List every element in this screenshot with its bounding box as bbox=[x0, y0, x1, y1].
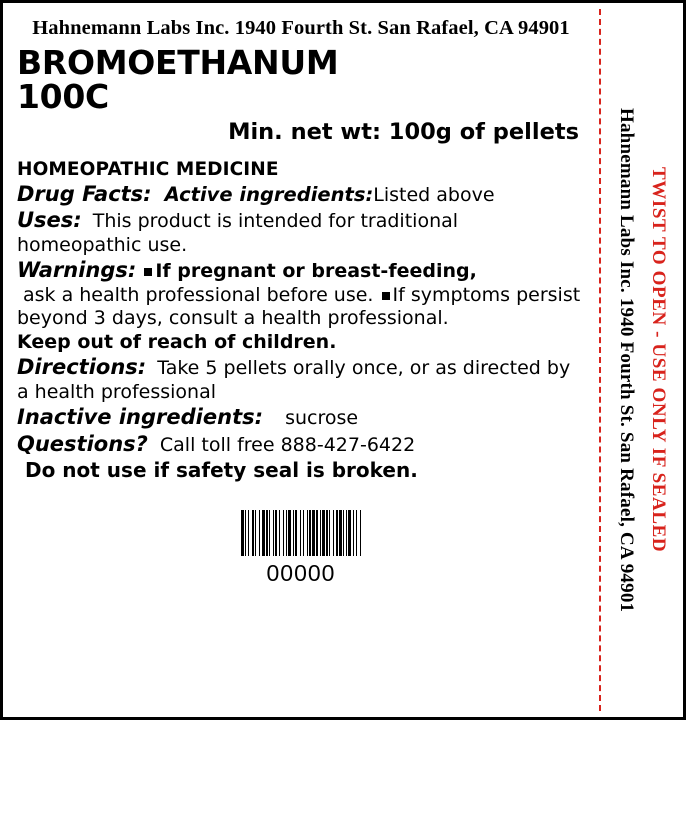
barcode-number: 00000 bbox=[266, 559, 336, 586]
warning-2: If symptoms persist beyond 3 days, consult a health professional. bbox=[17, 283, 581, 329]
warning-1-bold: If pregnant or breast-feeding, bbox=[155, 260, 477, 283]
bullet-square-icon-2 bbox=[382, 292, 390, 300]
questions-row bbox=[17, 432, 585, 458]
net-weight: Min. net wt: 100g of pellets bbox=[228, 118, 579, 145]
drug-facts-block bbox=[17, 182, 585, 483]
warning-1-rest: ask a health professional before use. bbox=[23, 283, 374, 306]
side-address: Hahnemann Labs Inc. 1940 Fourth St. San Rafael, CA 94901 bbox=[616, 107, 637, 613]
perforation-line bbox=[599, 9, 601, 711]
warnings-heading: Warnings: bbox=[17, 258, 137, 283]
questions-heading: Questions? bbox=[17, 431, 148, 456]
keep-out-of-reach: Keep out of reach of children. bbox=[17, 330, 337, 353]
active-ingredients-value: Listed above bbox=[373, 183, 495, 206]
tamper-strip bbox=[597, 3, 683, 717]
uses-heading: Uses: bbox=[17, 208, 82, 233]
active-ingredients-heading: Active ingredients: bbox=[164, 182, 374, 206]
directions-heading: Directions: bbox=[17, 355, 147, 380]
product-name: BROMOETHANUM bbox=[17, 43, 339, 82]
safety-seal-notice: Do not use if safety seal is broken. bbox=[25, 458, 418, 483]
drug-facts-heading: Drug Facts: bbox=[17, 181, 152, 206]
product-potency: 100C bbox=[17, 77, 109, 117]
warnings-row bbox=[17, 258, 585, 330]
barcode bbox=[241, 510, 362, 556]
questions-phone: Call toll free 888-427-6422 bbox=[159, 433, 416, 456]
uses-row bbox=[17, 208, 585, 257]
barcode-area bbox=[17, 495, 585, 587]
inactive-ingredients-heading: Inactive ingredients: bbox=[17, 404, 264, 429]
label-main-content bbox=[3, 3, 597, 717]
uses-text: This product is intended for traditional homeopathic use. bbox=[17, 210, 459, 256]
bullet-square-icon bbox=[144, 268, 152, 276]
side-warning: TWIST TO OPEN - USE ONLY IF SEALED bbox=[648, 167, 669, 553]
inactive-ingredients-value: sucrose bbox=[285, 406, 359, 429]
directions-text: Take 5 pellets orally once, or as directed by a health professional bbox=[17, 357, 571, 403]
directions-row bbox=[17, 355, 585, 404]
medicine-category: HOMEOPATHIC MEDICINE bbox=[17, 158, 279, 180]
active-ingredients-row bbox=[17, 182, 585, 208]
inactive-ingredients-row bbox=[17, 405, 585, 431]
manufacturer-line: Hahnemann Labs Inc. 1940 Fourth St. San Rafael, CA 94901 bbox=[32, 17, 570, 39]
